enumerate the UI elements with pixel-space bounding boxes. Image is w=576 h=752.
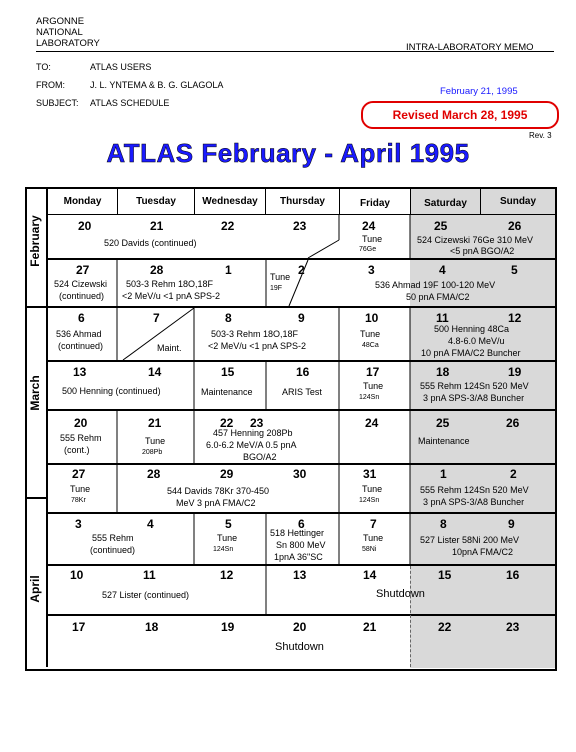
experiment-text: 520 Davids (continued) [104, 238, 197, 248]
date: 4 [147, 517, 154, 531]
date: 16 [506, 568, 520, 582]
subject-value: ATLAS SCHEDULE [90, 98, 170, 108]
experiment-text: 536 Ahmad [56, 329, 102, 339]
date: 27 [76, 263, 90, 277]
experiment-detail: (cont.) [64, 445, 90, 455]
date: 7 [370, 517, 377, 531]
date: 5 [225, 517, 232, 531]
experiment-text: 503-3 Rehm 18O,18F [126, 279, 214, 289]
experiment-detail: (continued) [58, 341, 104, 351]
date: 27 [72, 467, 86, 481]
experiment-text: 518 Hettinger [270, 528, 325, 538]
subject-label: SUBJECT: [36, 98, 79, 108]
date: 23 [250, 416, 264, 430]
isotope-text: 19F [270, 285, 283, 292]
date: 11 [143, 568, 156, 582]
isotope-text: 124Sn [359, 497, 380, 504]
date: 8 [225, 311, 232, 325]
date: 8 [440, 517, 447, 531]
tune-label: Tune [362, 484, 383, 494]
experiment-detail: 4.8-6.0 MeV/u [448, 336, 505, 346]
experiment-text: 544 Davids 78Kr 370-450 [167, 486, 270, 496]
date: 9 [298, 311, 305, 325]
date: 12 [508, 311, 522, 325]
experiment-text: 555 Rehm [60, 433, 102, 443]
date: 17 [366, 365, 380, 379]
date: 4 [439, 263, 446, 277]
isotope-text: 78Kr [71, 497, 86, 504]
date: 24 [362, 219, 376, 233]
page-title: ATLAS February - April 1995 [106, 138, 470, 168]
from-value: J. L. YNTEMA & B. G. GLAGOLA [90, 80, 224, 90]
isotope-text: 76Ge [359, 246, 377, 253]
experiment-text: 555 Rehm [92, 533, 134, 543]
date: 25 [436, 416, 450, 430]
memo-date: February 21, 1995 [440, 86, 518, 97]
date: 9 [508, 517, 515, 531]
experiment-text: 555 Rehm 124Sn 520 MeV [420, 485, 529, 495]
shutdown-label: Shutdown [275, 641, 324, 653]
date: 2 [298, 263, 305, 277]
experiment-detail: 3 pnA SPS-3/A8 Buncher [423, 497, 525, 507]
experiment-detail: 50 pnA FMA/C2 [406, 292, 470, 302]
tune-label: Tune [145, 436, 166, 446]
date: 10 [70, 568, 84, 582]
isotope-text: 58Ni [362, 546, 377, 553]
date: 20 [78, 219, 92, 233]
header-tuesday: Tuesday [136, 196, 176, 207]
date: 5 [511, 263, 518, 277]
experiment-text: 536 Ahmad 19F 100-120 MeV [375, 280, 496, 290]
date: 19 [221, 620, 235, 634]
tune-label: Tune [217, 533, 238, 543]
tune-label: Tune [363, 381, 384, 391]
experiment-text: 524 Cizewski [54, 279, 108, 289]
date: 11 [436, 311, 449, 325]
header-monday: Monday [63, 196, 102, 207]
experiment-detail: <2 MeV/u <1 pnA SPS-2 [208, 341, 307, 351]
date: 26 [508, 219, 522, 233]
date: 17 [72, 620, 86, 634]
org-line-2: NATIONAL [36, 27, 83, 38]
date: 13 [73, 365, 87, 379]
date: 28 [150, 263, 164, 277]
tune-label: Tune [270, 272, 291, 282]
date: 30 [293, 467, 307, 481]
date: 15 [221, 365, 235, 379]
test-label: ARIS Test [282, 387, 322, 397]
maintenance-label: Maint. [157, 343, 182, 353]
experiment-text: 527 Lister 58Ni 200 MeV [420, 535, 520, 545]
month-label-february: February [28, 215, 42, 267]
memo-type: INTRA-LABORATORY MEMO [406, 42, 534, 53]
date: 28 [147, 467, 161, 481]
date: 13 [293, 568, 307, 582]
date: 7 [153, 311, 160, 325]
isotope-text: 124Sn [359, 394, 380, 401]
header-friday: Friday [359, 198, 390, 209]
date: 20 [293, 620, 307, 634]
experiment-text: 524 Cizewski 76Ge 310 MeV [417, 235, 534, 245]
experiment-text: 500 Henning (continued) [62, 386, 161, 396]
org-line-1: ARGONNE [36, 16, 85, 27]
revised-badge: Revised March 28, 1995 [361, 101, 559, 129]
date: 26 [506, 416, 520, 430]
month-label-march: March [28, 375, 42, 411]
experiment-text: 500 Henning 48Ca [434, 324, 510, 334]
date: 16 [296, 365, 310, 379]
experiment-detail: 10pnA FMA/C2 [452, 547, 514, 557]
experiment-detail: 1pnA 36"SC [274, 552, 323, 562]
experiment-detail: (continued) [59, 291, 105, 301]
date: 1 [440, 467, 447, 481]
experiment-detail: 3 pnA SPS-3/A8 Buncher [423, 393, 525, 403]
from-label: FROM: [36, 80, 65, 90]
tune-label: Tune [360, 329, 381, 339]
date: 21 [363, 620, 377, 634]
maintenance-label: Maintenance [418, 436, 470, 446]
experiment-text: 555 Rehm 124Sn 520 MeV [420, 381, 529, 391]
experiment-detail: MeV 3 pnA FMA/C2 [176, 498, 256, 508]
isotope-text: 124Sn [213, 546, 234, 553]
date: 14 [363, 568, 377, 582]
experiment-detail: <2 MeV/u <1 pnA SPS-2 [122, 291, 221, 301]
date: 23 [506, 620, 520, 634]
experiment-text: 457 Henning 208Pb [213, 428, 293, 438]
to-label: TO: [36, 62, 51, 72]
date: 20 [74, 416, 88, 430]
isotope-text: 48Ca [362, 342, 379, 349]
experiment-text: 527 Lister (continued) [102, 590, 190, 600]
date: 23 [293, 219, 307, 233]
date: 24 [365, 416, 379, 430]
tune-label: Tune [70, 484, 91, 494]
to-value: ATLAS USERS [90, 62, 152, 72]
experiment-detail: Sn 800 MeV [276, 540, 326, 550]
experiment-detail: 10 pnA FMA/C2 Buncher [421, 348, 521, 358]
experiment-detail: BGO/A2 [243, 452, 277, 462]
org-line-3: LABORATORY [36, 38, 100, 49]
date: 22 [221, 219, 235, 233]
experiment-detail: 6.0-6.2 MeV/A 0.5 pnA [206, 440, 297, 450]
date: 3 [75, 517, 82, 531]
header-thursday: Thursday [279, 196, 325, 207]
date: 22 [220, 416, 234, 430]
date: 14 [148, 365, 162, 379]
experiment-detail: (continued) [90, 545, 136, 555]
month-label-april: April [28, 575, 42, 603]
date: 6 [78, 311, 85, 325]
revision-number: Rev. 3 [529, 131, 552, 140]
date: 18 [436, 365, 450, 379]
maintenance-label: Maintenance [201, 387, 253, 397]
shutdown-label: Shutdown [376, 588, 425, 600]
date: 15 [438, 568, 452, 582]
tune-label: Tune [363, 533, 384, 543]
date: 31 [363, 467, 377, 481]
date: 12 [220, 568, 234, 582]
experiment-detail: <5 pnA BGO/A2 [450, 246, 515, 256]
date: 21 [148, 416, 162, 430]
date: 29 [220, 467, 234, 481]
date: 19 [508, 365, 522, 379]
header-wednesday: Wednesday [202, 196, 258, 207]
experiment-text: 503-3 Rehm 18O,18F [211, 329, 299, 339]
date: 3 [368, 263, 375, 277]
date: 10 [365, 311, 379, 325]
date: 21 [150, 219, 164, 233]
isotope-text: 208Pb [142, 449, 163, 456]
date: 2 [510, 467, 517, 481]
header-sunday: Sunday [499, 196, 537, 207]
date: 25 [434, 219, 448, 233]
header-saturday: Saturday [424, 198, 467, 209]
date: 6 [298, 517, 305, 531]
date: 22 [438, 620, 452, 634]
date: 1 [225, 263, 232, 277]
date: 18 [145, 620, 159, 634]
tune-label: Tune [362, 234, 383, 244]
